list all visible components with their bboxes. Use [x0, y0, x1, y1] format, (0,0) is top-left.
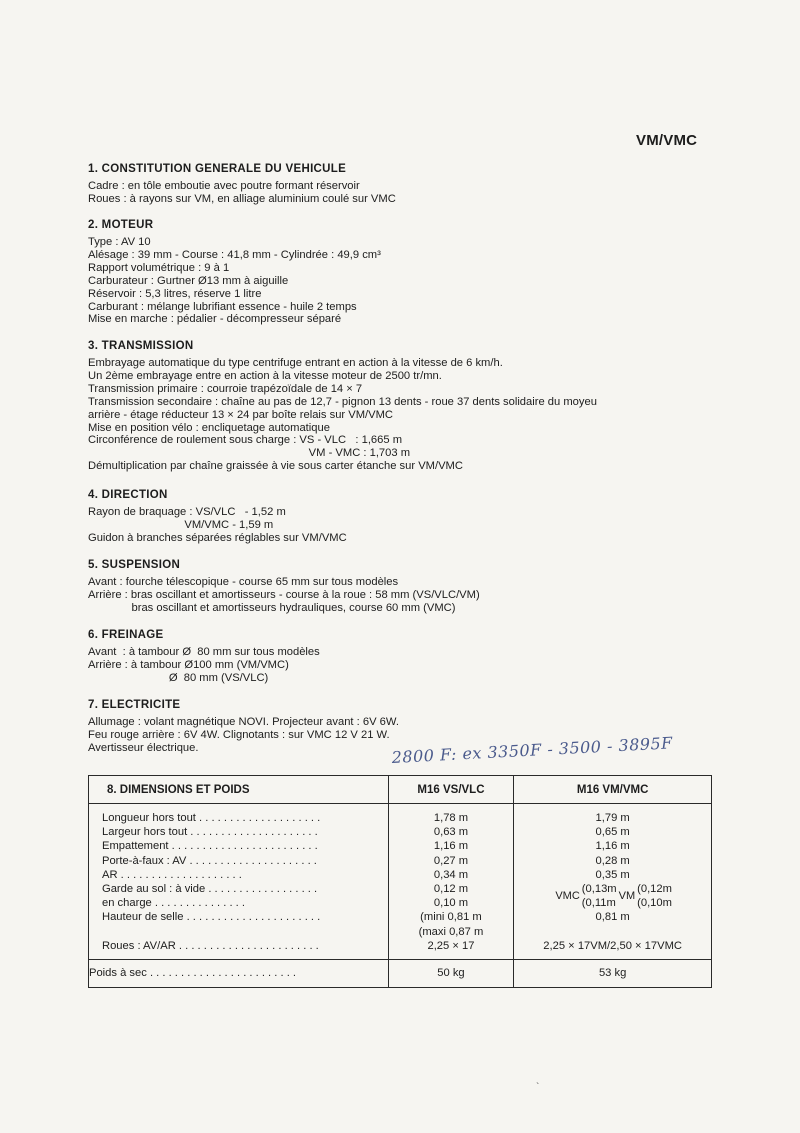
- section-line: Embrayage automatique du type centrifuge entrant en action à la vitesse de 6 km/h.: [88, 357, 503, 369]
- section-line: VM - VMC : 1,703 m: [88, 447, 411, 460]
- section-heading: 6. FREINAGE: [88, 629, 164, 641]
- section-line: Démultiplication par chaîne graissée à vie sous carter étanche sur VM/VMC: [88, 460, 463, 473]
- section-line: Arrière : bras oscillant et amortisseurs - course à la roue : 58 mm (VS/VLC/VM): [88, 588, 480, 601]
- section-line: Roues : à rayons sur VM, en alliage aluminium coulé sur VMC: [88, 192, 396, 205]
- section-line: Mise en marche : pédalier - décompresseur séparé: [88, 313, 342, 326]
- row-label: Hauteur de selle . . . . . . . . . . . . . . . . . . . . . .: [102, 911, 321, 924]
- weight-row: [89, 959, 712, 987]
- section-line: Un 2ème embrayage entre en action à la vitesse moteur de 2500 tr/mn.: [88, 369, 442, 382]
- value-cell: 0,65 m: [595, 826, 630, 839]
- section-freinage: [88, 629, 778, 685]
- vs-vlc-values-column: [388, 804, 514, 960]
- scan-mark: `: [536, 1082, 540, 1093]
- ground-clearance-vm-vmc: [514, 882, 711, 910]
- value-cell: (0,12m: [637, 882, 672, 895]
- section-direction: [88, 489, 778, 545]
- section-line: VM/VMC - 1,59 m: [88, 518, 274, 531]
- section-heading: 2. MOTEUR: [88, 219, 154, 231]
- section-line: Guidon à branches séparées réglables sur VM/VMC: [88, 531, 347, 544]
- section-line: Avant : à tambour Ø 80 mm sur tous modèles: [88, 646, 320, 658]
- vm-vmc-values-column: [514, 804, 712, 960]
- row-label: en charge . . . . . . . . . . . . . . .: [102, 897, 246, 910]
- value-cell: 1,16 m: [595, 840, 630, 853]
- section-line: Rayon de braquage : VS/VLC - 1,52 m: [88, 506, 286, 518]
- value-cell: 0,81 m: [595, 911, 630, 924]
- table-heading: 8. DIMENSIONS ET POIDS: [89, 776, 389, 804]
- value-cell: 0,35 m: [595, 868, 630, 881]
- section-line: Arrière : à tambour Ø100 mm (VM/VMC): [88, 658, 289, 671]
- table-header-row: [89, 776, 712, 804]
- row-label: Largeur hors tout . . . . . . . . . . . . . . . . . . . . .: [102, 826, 318, 839]
- value-cell: 1,16 m: [433, 840, 469, 853]
- section-line: Transmission secondaire : chaîne au pas de 12,7 - pignon 13 dents - roue 37 dents solidaire du moyeu: [88, 395, 597, 408]
- dimensions-table: [88, 775, 712, 988]
- row-label: Porte-à-faux : AV . . . . . . . . . . . . . . . . . . . . .: [102, 854, 317, 867]
- value-cell: (0,13m: [581, 882, 617, 895]
- section-line: bras oscillant et amortisseurs hydrauliques, course 60 mm (VMC): [88, 601, 456, 614]
- section-transmission: [88, 340, 778, 473]
- section-constitution: [88, 163, 778, 206]
- row-label: Poids à sec . . . . . . . . . . . . . . . . . . . . . . . .: [89, 959, 389, 987]
- section-line: Carburateur : Gurtner Ø13 mm à aiguille: [88, 274, 289, 287]
- value-cell: 0,10 m: [433, 897, 469, 910]
- section-moteur: [88, 219, 778, 326]
- section-heading: 3. TRANSMISSION: [88, 340, 194, 352]
- value-cell: 0,34 m: [433, 868, 469, 881]
- table-body-row: [89, 804, 712, 960]
- value-cell: 0,28 m: [595, 854, 630, 867]
- value-cell: (0,10m: [637, 897, 672, 910]
- row-label: Longueur hors tout . . . . . . . . . . . . . . . . . . . .: [102, 812, 321, 824]
- column-header-vs-vlc: M16 VS/VLC: [388, 776, 514, 804]
- value-cell: (mini 0,81 m: [420, 911, 482, 924]
- value-cell: (0,11m: [581, 897, 616, 910]
- value-cell: 2,25 × 17VM/2,50 × 17VMC: [543, 939, 682, 952]
- value-cell: 0,27 m: [433, 854, 469, 867]
- row-label: AR . . . . . . . . . . . . . . . . . . . .: [102, 868, 242, 881]
- value-cell: (maxi 0,87 m: [418, 925, 484, 938]
- value-cell: 0,12 m: [433, 882, 469, 895]
- section-line: Cadre : en tôle emboutie avec poutre formant réservoir: [88, 180, 360, 192]
- section-line: Circonférence de roulement sous charge : VS - VLC : 1,665 m: [88, 434, 403, 447]
- section-heading: 1. CONSTITUTION GENERALE DU VEHICULE: [88, 163, 347, 175]
- handwritten-price-note: 2800 F: ex 3350F - 3500 - 3895F: [391, 733, 674, 767]
- value-cell: 0,63 m: [433, 826, 469, 839]
- vm-values: [637, 882, 672, 910]
- document-title: VM/VMC: [636, 132, 698, 149]
- row-label: Garde au sol : à vide . . . . . . . . . . . . . . . . . .: [102, 882, 318, 895]
- section-line: Carburant : mélange lubrifiant essence - huile 2 temps: [88, 300, 357, 313]
- row-label: Empattement . . . . . . . . . . . . . . . . . . . . . . . .: [102, 840, 318, 853]
- label-column: [89, 804, 389, 960]
- section-line: Alésage : 39 mm - Course : 41,8 mm - Cylindrée : 49,9 cm³: [88, 248, 381, 261]
- row-label: [89, 925, 388, 939]
- section-line: Allumage : volant magnétique NOVI. Projecteur avant : 6V 6W.: [88, 716, 399, 728]
- section-line: Ø 80 mm (VS/VLC): [88, 671, 269, 684]
- section-line: Réservoir : 5,3 litres, réserve 1 litre: [88, 287, 262, 300]
- section-line: Avant : fourche télescopique - course 65 mm sur tous modèles: [88, 576, 399, 588]
- vmc-values: [582, 882, 617, 910]
- section-line: arrière - étage réducteur 13 × 24 par boîte relais sur VM/VMC: [88, 408, 394, 421]
- section-heading: 7. ELECTRICITE: [88, 699, 181, 711]
- section-line: Avertisseur électrique.: [88, 741, 199, 754]
- value-cell: [514, 925, 711, 939]
- vm-tag: VM: [618, 890, 636, 903]
- section-line: Transmission primaire : courroie trapézoïdale de 14 × 7: [88, 382, 363, 395]
- vmc-tag: VMC: [555, 890, 580, 903]
- value-cell: 53 kg: [514, 959, 712, 987]
- value-cell: 1,78 m: [433, 812, 469, 824]
- section-heading: 4. DIRECTION: [88, 489, 168, 501]
- row-label: Roues : AV/AR . . . . . . . . . . . . . . . . . . . . . . .: [102, 939, 319, 952]
- section-line: Type : AV 10: [88, 236, 151, 248]
- section-line: Feu rouge arrière : 6V 4W. Clignotants : sur VMC 12 V 21 W.: [88, 728, 390, 741]
- value-cell: 1,79 m: [595, 812, 630, 824]
- section-line: Rapport volumétrique : 9 à 1: [88, 261, 230, 274]
- section-heading: 5. SUSPENSION: [88, 559, 181, 571]
- section-line: Mise en position vélo : encliquetage automatique: [88, 421, 330, 434]
- section-suspension: [88, 559, 778, 615]
- value-cell: 2,25 × 17: [427, 939, 475, 952]
- column-header-vm-vmc: M16 VM/VMC: [514, 776, 712, 804]
- value-cell: 50 kg: [388, 959, 514, 987]
